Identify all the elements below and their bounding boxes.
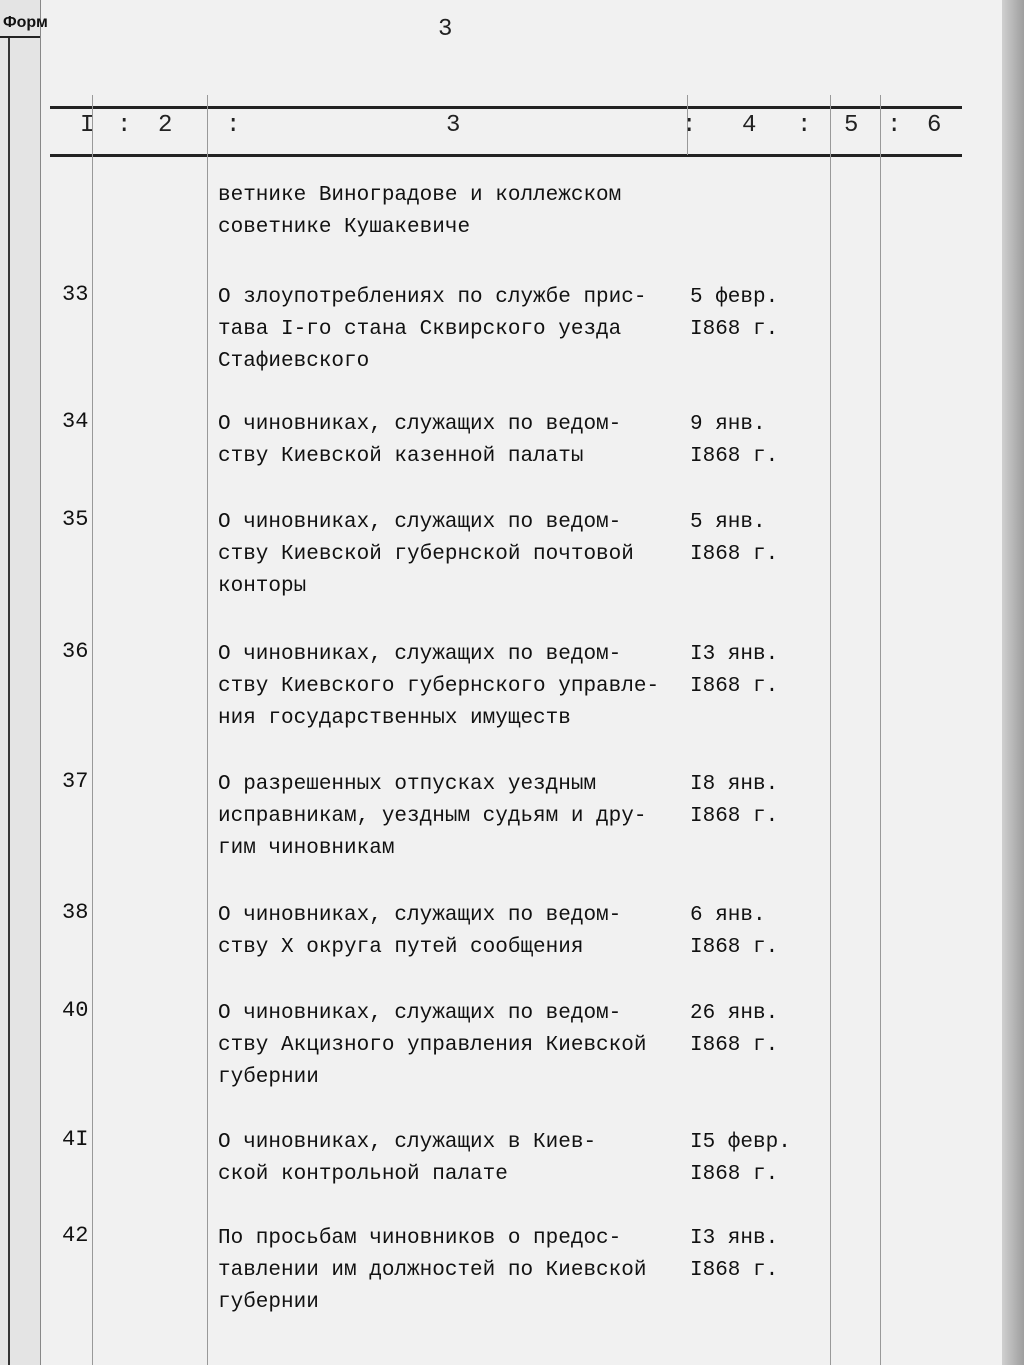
column-separator: : <box>117 112 132 139</box>
column-header: 5 <box>844 112 859 139</box>
column-header: 6 <box>927 112 942 139</box>
column-separator: : <box>682 112 697 139</box>
entry-title: О чиновниках, служащих по ведом- ству X округа путей сообщения <box>218 904 622 959</box>
entry-date: 26 янв. I868 г. <box>690 1002 779 1057</box>
continuation-line: ветнике Виноградове и коллежском <box>218 184 622 207</box>
entry-number: 42 <box>62 1223 89 1248</box>
entry-number: 38 <box>62 900 89 925</box>
entry-title: О чиновниках, служащих по ведом- ству Киевской губернской почтовой конторы <box>218 511 634 598</box>
entry-number: 37 <box>62 769 89 794</box>
entry-date: 6 янв. I868 г. <box>690 904 779 959</box>
entry-date: I8 янв. I868 г. <box>690 773 779 828</box>
entry-title: О разрешенных отпусках уездным исправникам, уездным судьям и дру- гим чиновникам <box>218 773 647 860</box>
entry-title: О чиновниках, служащих по ведом- ству Киевского губернского управле- ния государственных имуществ <box>218 643 660 730</box>
entry-title: О чиновниках, служащих по ведом- ству Акцизного управления Киевской губернии <box>218 1002 647 1089</box>
column-separator: : <box>226 112 241 139</box>
column-header: 4 <box>742 112 757 139</box>
entry-number: 35 <box>62 507 89 532</box>
column-header: 3 <box>446 112 461 139</box>
entry-number: 40 <box>62 998 89 1023</box>
entry-number: 34 <box>62 409 89 434</box>
column-separator: : <box>797 112 812 139</box>
entry-number: 33 <box>62 282 89 307</box>
entry-date: 5 февр. I868 г. <box>690 286 779 341</box>
entry-number: 4I <box>62 1127 89 1152</box>
continuation-line: советнике Кушакевиче <box>218 216 471 239</box>
column-header: I <box>80 112 95 139</box>
entry-date: 5 янв. I868 г. <box>690 511 779 566</box>
entry-title: О чиновниках, служащих по ведом- ству Киевской казенной палаты <box>218 413 622 468</box>
page-number: 3 <box>438 16 453 43</box>
entry-title: О чиновниках, служащих в Киев- ской контрольной палате <box>218 1131 597 1186</box>
entry-title: О злоупотреблениях по службе прис- тава I-го стана Сквирского уезда Стафиевского <box>218 286 647 373</box>
desk-background <box>1002 0 1024 1365</box>
entry-number: 36 <box>62 639 89 664</box>
entry-date: I3 янв. I868 г. <box>690 1227 779 1282</box>
column-header: 2 <box>158 112 173 139</box>
form-label: Форм <box>3 14 48 31</box>
entry-date: 9 янв. I868 г. <box>690 413 779 468</box>
entry-date: I3 янв. I868 г. <box>690 643 779 698</box>
entry-date: I5 февр. I868 г. <box>690 1131 791 1186</box>
entry-title: По просьбам чиновников о предос- тавлении им должностей по Киевской губернии <box>218 1227 647 1314</box>
column-separator: : <box>887 112 902 139</box>
